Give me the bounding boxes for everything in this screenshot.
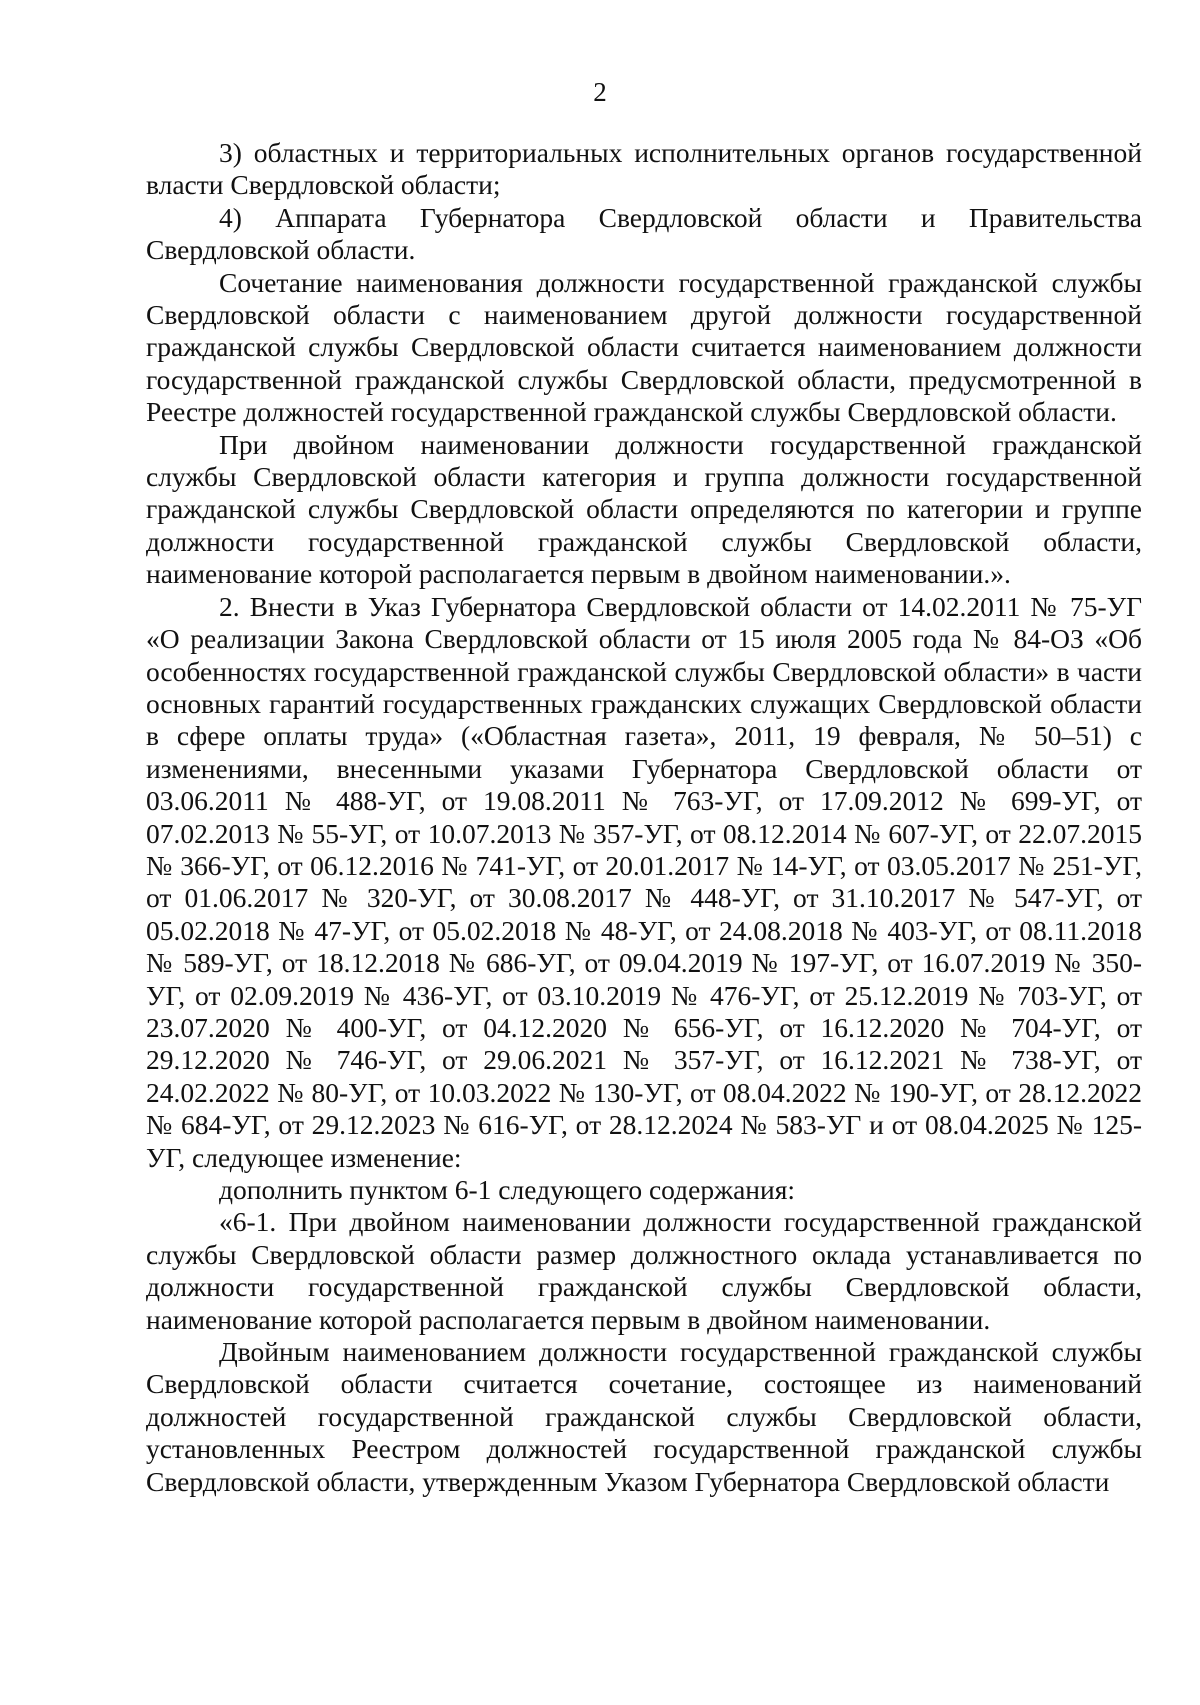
paragraph-add-clause: дополнить пунктом 6-1 следующего содержания: — [219, 1174, 796, 1205]
paragraph-double-name-definition: Двойным наименованием должности государственной гражданской службы Свердловской области считается сочетание, состоящее из наименований должностей государственной гражданской службы Свердловской области, установленных Реестром должностей государственной гражданской службы Свердловской области, утвержденным Указом Губернатора Свердловской области — [146, 1336, 1142, 1497]
paragraph-amend-decree: 2. Внести в Указ Губернатора Свердловской области от 14.02.2011 № 75-УГ «О реализации Закона Свердловской области от 15 июля 2005 года № 84-ОЗ «Об особенностях государственной гражданской службы Свердловской области» в части основных гарантий государственных гражданских служащих Свердловской области в сфере оплаты труда» («Областная газета», 2011, 19 февраля, № 50–51) с изменениями, внесенными указами Губернатора Свердловской области от 03.06.2011 № 488-УГ, от 19.08.2011 № 763-УГ, от 17.09.2012 № 699-УГ, от 07.02.2013 № 55-УГ, от 10.07.2013 № 357-УГ, от 08.12.2014 № 607-УГ, от 22.07.2015 № 366-УГ, от 06.12.2016 № 741-УГ, от 20.01.2017 № 14-УГ, от 03.05.2017 № 251-УГ, от 01.06.2017 № 320-УГ, от 30.08.2017 № 448-УГ, от 31.10.2017 № 547-УГ, от 05.02.2018 № 47-УГ, от 05.02.2018 № 48-УГ, от 24.08.2018 № 403-УГ, от 08.11.2018 № 589-УГ, от 18.12.2018 № 686-УГ, от 09.04.2019 № 197-УГ, от 16.07.2019 № 350-УГ, от 02.09.2019 № 436-УГ, от 03.10.2019 № 476-УГ, от 25.12.2019 № 703-УГ, от 23.07.2020 № 400-УГ, от 04.12.2020 № 656-УГ, от 16.12.2020 № 704-УГ, от 29.12.2020 № 746-УГ, от 29.06.2021 № 357-УГ, от 16.12.2021 № 738-УГ, от 24.02.2022 № 80-УГ, от 10.03.2022 № 130-УГ, от 08.04.2022 № 190-УГ, от 28.12.2022 № 684-УГ, от 29.12.2023 № 616-УГ, от 28.12.2024 № 583-УГ и от 08.04.2025 № 125-УГ, следующее изменение: — [146, 590, 1142, 1173]
paragraph-double-name-category: При двойном наименовании должности государственной гражданской службы Свердловской области категория и группа должности государственной гражданской службы Свердловской области определяются по категории и группе должности государственной гражданской службы Свердловской области, наименование которой располагается первым в двойном наименовании.». — [146, 428, 1142, 590]
document-body — [146, 137, 1142, 1498]
paragraph-combination-rule: Сочетание наименования должности государственной гражданской службы Свердловской области с наименованием другой должности государственной гражданской службы Свердловской области считается наименованием должности государственной гражданской службы Свердловской области, предусмотренной в Реестре должностей государственной гражданской службы Свердловской области. — [146, 266, 1142, 428]
page-number: 2 — [593, 77, 607, 107]
paragraph-item-4: 4) Аппарата Губернатора Свердловской области и Правительства Свердловской области. — [146, 201, 1142, 266]
paragraph-clause-6-1: «6-1. При двойном наименовании должности государственной гражданской службы Свердловской области размер должностного оклада устанавливается по должности государственной гражданской службы Свердловской области, наименование которой располагается первым в двойном наименовании. — [146, 1206, 1142, 1335]
paragraph-item-3: 3) областных и территориальных исполнительных органов государственной власти Свердловской области; — [146, 137, 1142, 201]
